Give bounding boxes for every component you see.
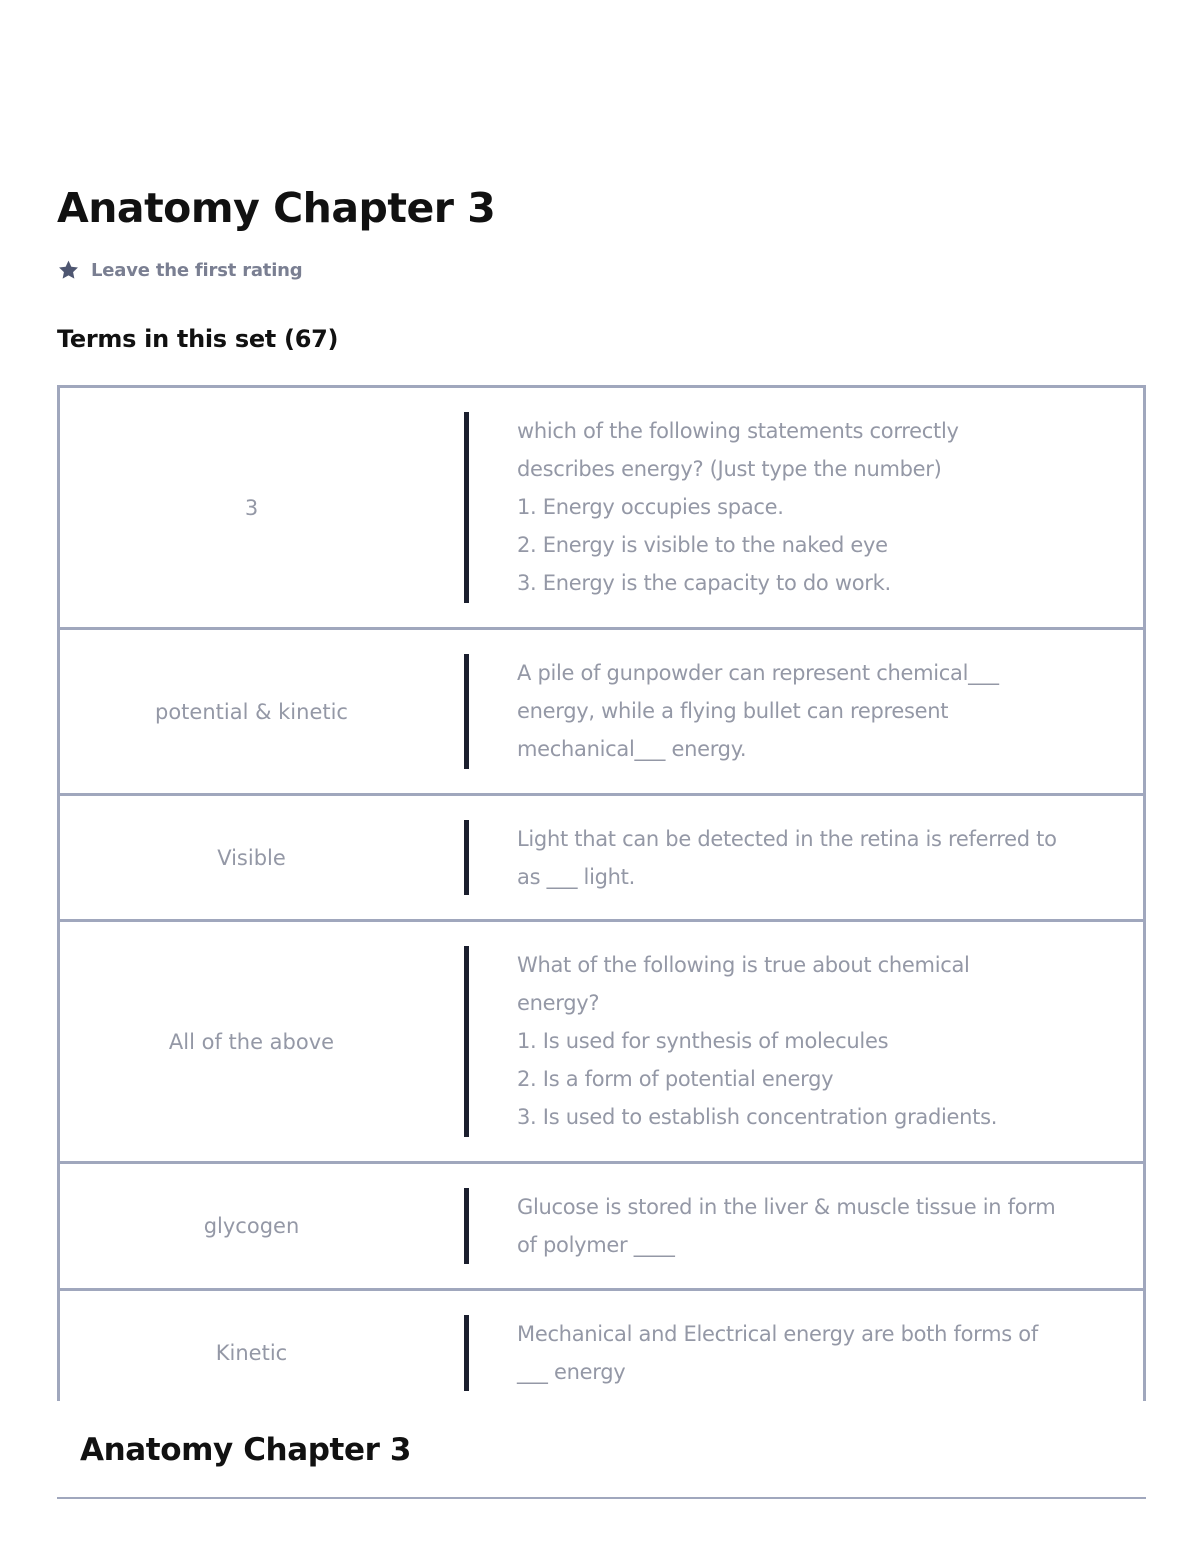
card-definition: What of the following is true about chemical energy? 1. Is used for synthesis of molecules 2. Is a form of potential energy 3. Is used to establish concentration gradients. bbox=[517, 953, 998, 1129]
card-term: Kinetic bbox=[215, 1341, 288, 1365]
footer-title: Anatomy Chapter 3 bbox=[80, 1432, 412, 1468]
card-definition: A pile of gunpowder can represent chemical___ energy, while a flying bullet can represent mechanical___ energy. bbox=[517, 661, 999, 761]
terms-heading: Terms in this set (67) bbox=[57, 325, 339, 353]
card-term: 3 bbox=[244, 495, 259, 520]
card-term: All of the above bbox=[168, 1029, 335, 1054]
term-card bbox=[60, 1164, 1143, 1291]
card-term: Visible bbox=[217, 845, 286, 870]
card-term: glycogen bbox=[203, 1214, 300, 1238]
card-definition: which of the following statements correctly describes energy? (Just type the number) 1. Energy occupies space. 2. Energy is visible to the naked eye 3. Energy is the capacity to do work. bbox=[517, 419, 959, 595]
term-card bbox=[60, 630, 1143, 796]
rating-link[interactable] bbox=[57, 256, 303, 284]
term-card bbox=[60, 796, 1143, 922]
terms-list bbox=[57, 385, 1146, 1401]
card-term: potential & kinetic bbox=[155, 699, 348, 724]
card-definition: Light that can be detected in the retina is referred to as ___ light. bbox=[517, 827, 1057, 889]
card-divider bbox=[464, 1315, 469, 1391]
page-title: Anatomy Chapter 3 bbox=[57, 184, 496, 232]
card-divider bbox=[464, 412, 469, 603]
term-card bbox=[60, 922, 1143, 1164]
card-definition: Mechanical and Electrical energy are both forms of ___ energy bbox=[517, 1322, 1038, 1384]
star-icon bbox=[57, 259, 80, 281]
card-divider bbox=[464, 820, 469, 895]
term-card bbox=[60, 388, 1143, 630]
card-definition: Glucose is stored in the liver & muscle tissue in form of polymer ____ bbox=[517, 1195, 1056, 1257]
term-card bbox=[60, 1291, 1143, 1401]
footer-divider bbox=[57, 1497, 1146, 1499]
card-divider bbox=[464, 654, 469, 769]
rating-label: Leave the first rating bbox=[91, 259, 303, 281]
card-divider bbox=[464, 946, 469, 1137]
card-divider bbox=[464, 1188, 469, 1264]
